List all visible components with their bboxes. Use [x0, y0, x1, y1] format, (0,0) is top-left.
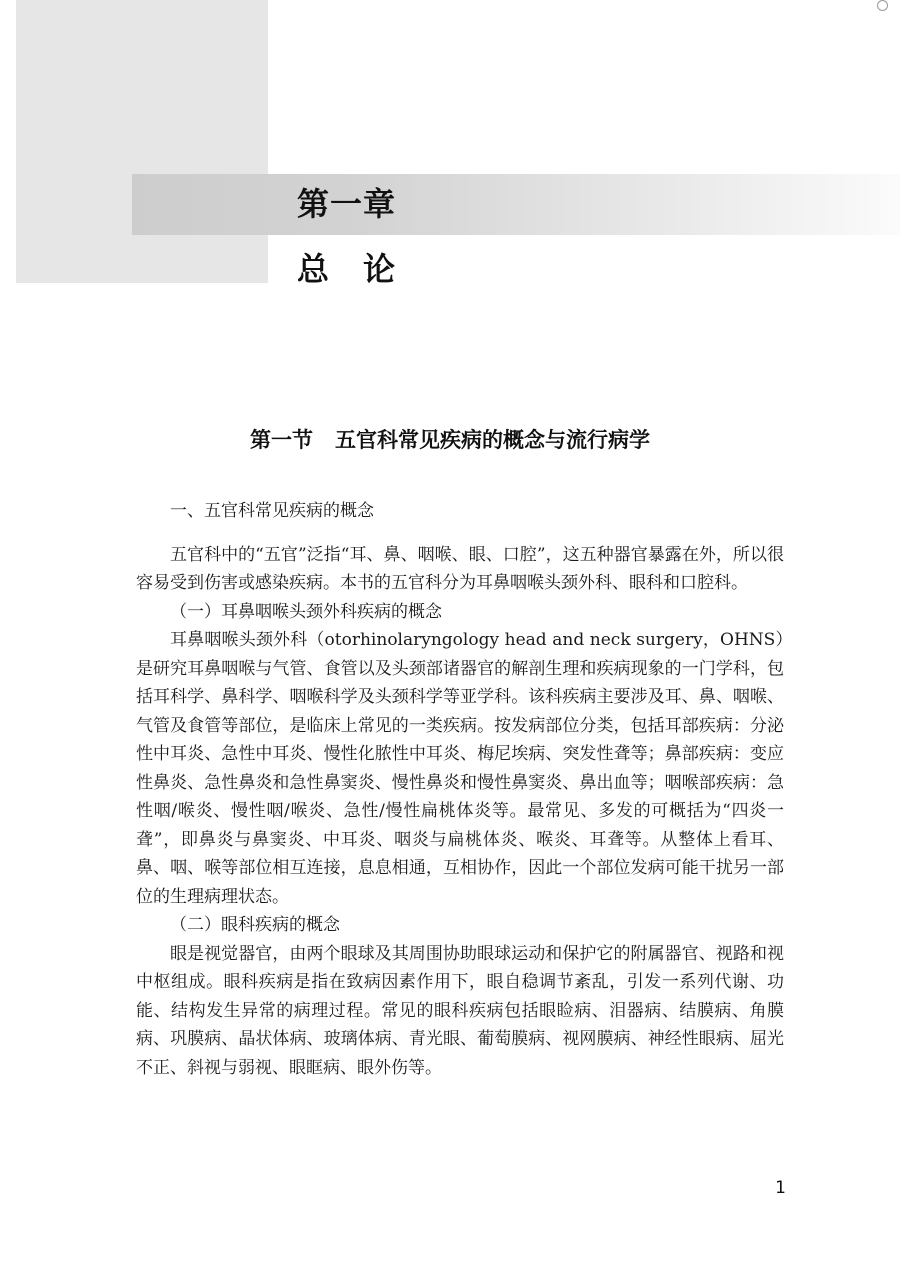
section-title: 五官科常见疾病的概念与流行病学	[335, 427, 650, 452]
subsection-heading: 一、五官科常见疾病的概念	[170, 501, 374, 521]
chapter-number: 第一章	[297, 185, 397, 223]
corner-registration-mark	[877, 0, 888, 11]
chapter-header-band	[132, 174, 900, 235]
ent-paragraph: 耳鼻咽喉头颈外科（otorhinolaryngology head and neck surgery，OHNS）是研究耳鼻咽喉与气管、食管以及头颈部诸器官的解剖生理和疾病现象的一门学科，包括耳科学、鼻科学、咽喉科学及头颈科学等亚学科。该科疾病主要涉及耳、鼻、咽喉、气管及食管等部位，是临床上常见的一类疾病。按发病部位分类，包括耳部疾病：分泌性中耳炎、急性中耳炎、慢性化脓性中耳炎、梅尼埃病、突发性聋等；鼻部疾病：变应性鼻炎、急性鼻炎和急性鼻窦炎、慢性鼻炎和慢性鼻窦炎、鼻出血等；咽喉部疾病：急性咽/喉炎、慢性咽/喉炎、急性/慢性扁桃体炎等。最常见、多发的可概括为“四炎一聋”，即鼻炎与鼻窦炎、中耳炎、咽炎与扁桃体炎、喉炎、耳聋等。从整体上看耳、鼻、咽、喉等部位相互连接，息息相通，互相协作，因此一个部位发病可能干扰另一部位的生理病理状态。	[136, 630, 784, 907]
ent-heading: （一）耳鼻咽喉头颈外科疾病的概念	[170, 601, 442, 622]
body-text	[136, 497, 784, 1082]
section-number: 第一节	[250, 427, 313, 452]
page-number: 1	[775, 1178, 786, 1198]
decorative-gray-block	[16, 0, 268, 283]
eye-paragraph: 眼是视觉器官，由两个眼球及其周围协助眼球运动和保护它的附属器官、视路和视中枢组成。眼科疾病是指在致病因素作用下，眼自稳调节紊乱，引发一系列代谢、功能、结构发生异常的病理过程。常见的眼科疾病包括眼睑病、泪器病、结膜病、角膜病、巩膜病、晶状体病、玻璃体病、青光眼、葡萄膜病、视网膜病、神经性眼病、屈光不正、斜视与弱视、眼眶病、眼外伤等。	[136, 943, 784, 1078]
chapter-title: 总论	[297, 250, 430, 288]
intro-paragraph: 五官科中的“五官”泛指“耳、鼻、咽喉、眼、口腔”，这五种器官暴露在外，所以很容易受到伤害或感染疾病。本书的五官科分为耳鼻咽喉头颈外科、眼科和口腔科。	[136, 544, 784, 593]
eye-heading: （二）眼科疾病的概念	[170, 915, 340, 935]
section-heading	[0, 424, 900, 456]
